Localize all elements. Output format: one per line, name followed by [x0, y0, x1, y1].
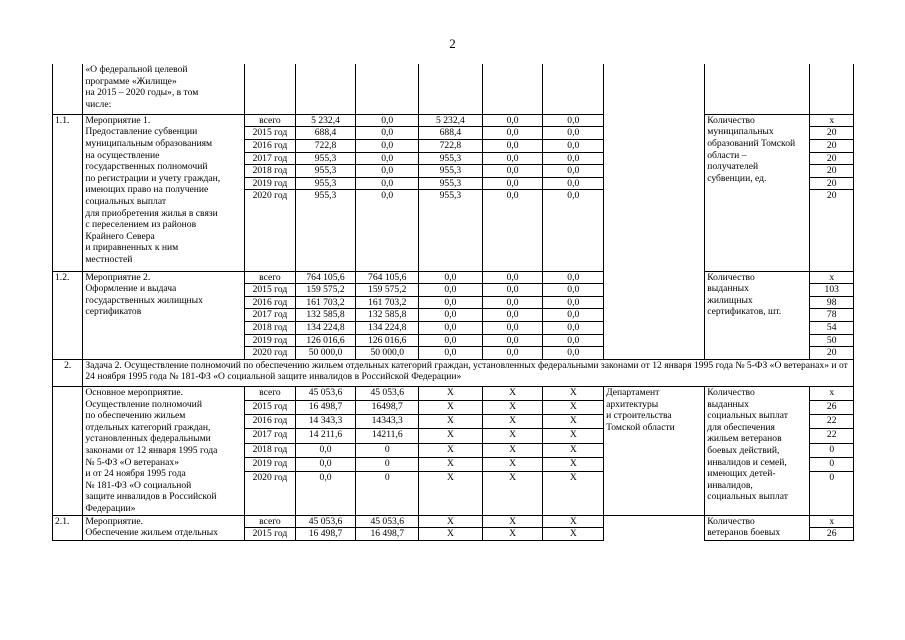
federal-cell: 45 053,6	[356, 386, 419, 400]
federal-cell: 0,0	[356, 127, 419, 140]
total-cell: 722,8	[295, 140, 356, 153]
local-cell: 0,0	[482, 309, 543, 322]
program-table	[52, 64, 854, 541]
federal-cell: 0,0	[356, 165, 419, 178]
year-cell: 2016 год	[245, 296, 296, 309]
regional-cell: 955,3	[419, 190, 483, 271]
local-cell: Х	[482, 415, 543, 429]
row-number-cell: 1.1.	[53, 114, 83, 271]
indicator-value-cell: 20	[810, 165, 854, 178]
local-cell: 0,0	[482, 322, 543, 335]
year-cell: 2017 год	[245, 152, 296, 165]
task-title-cell: Задача 2. Осуществление полномочий по обеспечению жильем отдельных категорий граждан, установленных федеральными законами от 12 января 1995 года № 5-ФЗ «О ветеранах» и от 24 ноября 1995 года № 181-ФЗ «О социальной защите инвалидов в Российской Федерации»	[83, 359, 854, 386]
year-cell: 2018 год	[245, 443, 296, 457]
empty-cell	[604, 64, 705, 114]
regional-cell: 5 232,4	[419, 114, 483, 127]
total-cell: 0,0	[295, 457, 356, 471]
regional-cell: 0,0	[419, 322, 483, 335]
empty-cell	[705, 64, 810, 114]
extrabudget-cell: Х	[543, 471, 604, 515]
total-cell: 159 575,2	[295, 284, 356, 297]
row-number-cell	[53, 64, 83, 114]
empty-cell	[295, 64, 356, 114]
event-title-cell: Мероприятие 1. Предоставление субвенции муниципальным образованиям на осуществление государственных полномочий по регистрации и учету граждан, имеющих право на получение социальных выплат для приобретения жилья в связи с переселением из районов Крайнего Севера и приравненных к ним местностей	[83, 114, 245, 271]
regional-cell: 0,0	[419, 271, 483, 284]
indicator-value-cell: 26	[810, 528, 854, 541]
year-cell: 2015 год	[245, 127, 296, 140]
indicator-value-cell: 22	[810, 415, 854, 429]
extrabudget-cell: 0,0	[543, 114, 604, 127]
local-cell: 0,0	[482, 190, 543, 271]
regional-cell: Х	[419, 415, 483, 429]
local-cell: Х	[482, 429, 543, 443]
total-cell: 955,3	[295, 165, 356, 178]
row-number-cell: 2.1.	[53, 515, 83, 540]
federal-cell: 159 575,2	[356, 284, 419, 297]
indicator-value-cell: 50	[810, 334, 854, 347]
extrabudget-cell: Х	[543, 415, 604, 429]
federal-cell: 134 224,8	[356, 322, 419, 335]
federal-cell: 45 053,6	[356, 515, 419, 528]
regional-cell: 0,0	[419, 334, 483, 347]
table-row	[53, 359, 854, 386]
table-row	[53, 114, 854, 127]
extrabudget-cell: 0,0	[543, 190, 604, 271]
table-row	[53, 386, 854, 400]
total-cell: 16 498,7	[295, 401, 356, 415]
total-cell: 955,3	[295, 177, 356, 190]
total-cell: 955,3	[295, 190, 356, 271]
local-cell: Х	[482, 457, 543, 471]
indicator-cell: Количество ветеранов боевых	[705, 515, 810, 540]
year-cell: 2017 год	[245, 429, 296, 443]
extrabudget-cell: 0,0	[543, 177, 604, 190]
executor-cell: Департамент архитектуры и строительства Томской области	[604, 386, 705, 515]
local-cell: 0,0	[482, 114, 543, 127]
extrabudget-cell: 0,0	[543, 140, 604, 153]
table-row	[53, 515, 854, 528]
year-cell: всего	[245, 515, 296, 528]
federal-cell: 14343,3	[356, 415, 419, 429]
extrabudget-cell: 0,0	[543, 347, 604, 360]
page-number: 2	[449, 36, 456, 51]
local-cell: Х	[482, 443, 543, 457]
federal-cell: 0,0	[356, 140, 419, 153]
extrabudget-cell: 0,0	[543, 309, 604, 322]
year-cell: 2016 год	[245, 140, 296, 153]
local-cell: 0,0	[482, 165, 543, 178]
row-number-cell: 1.2.	[53, 271, 83, 359]
year-cell: 2017 год	[245, 309, 296, 322]
empty-cell	[245, 64, 296, 114]
indicator-value-cell: 54	[810, 322, 854, 335]
regional-cell: Х	[419, 429, 483, 443]
executor-cell	[604, 515, 705, 540]
empty-cell	[419, 64, 483, 114]
table-row	[53, 64, 854, 114]
federal-cell: 0	[356, 471, 419, 515]
extrabudget-cell: Х	[543, 515, 604, 528]
indicator-value-cell: 20	[810, 127, 854, 140]
event-title-cell: Мероприятие 2. Оформление и выдача государственных жилищных сертификатов	[83, 271, 245, 359]
regional-cell: Х	[419, 471, 483, 515]
year-cell: 2018 год	[245, 165, 296, 178]
indicator-value-cell: 0	[810, 443, 854, 457]
total-cell: 688,4	[295, 127, 356, 140]
year-cell: 2019 год	[245, 457, 296, 471]
regional-cell: 688,4	[419, 127, 483, 140]
year-cell: 2019 год	[245, 334, 296, 347]
indicator-value-cell: 20	[810, 190, 854, 271]
total-cell: 132 585,8	[295, 309, 356, 322]
event-title-cell: «О федеральной целевой программе «Жилище» на 2015 – 2020 годы», в том числе:	[83, 64, 245, 114]
local-cell: 0,0	[482, 152, 543, 165]
total-cell: 764 105,6	[295, 271, 356, 284]
total-cell: 16 498,7	[295, 528, 356, 541]
federal-cell: 126 016,6	[356, 334, 419, 347]
year-cell: 2018 год	[245, 322, 296, 335]
regional-cell: 955,3	[419, 177, 483, 190]
indicator-cell: Количество выданных социальных выплат для обеспечения жильем ветеранов боевых действий, инвалидов и семей, имеющих детей- инвалидов, социальных выплат	[705, 386, 810, 515]
indicator-cell: Количество выданных жилищных сертификатов, шт.	[705, 271, 810, 359]
extrabudget-cell: 0,0	[543, 322, 604, 335]
indicator-value-cell: 98	[810, 296, 854, 309]
regional-cell: Х	[419, 457, 483, 471]
event-title-cell: Основное мероприятие. Осуществление полномочий по обеспечению жильем отдельных категорий граждан, установленных федеральными законами от 12 января 1995 года № 5-ФЗ «О ветеранах» и от 24 ноября 1995 года № 181-ФЗ «О социальной защите инвалидов в Российской Федерации»	[83, 386, 245, 515]
year-cell: 2015 год	[245, 528, 296, 541]
local-cell: Х	[482, 528, 543, 541]
event-title-cell: Мероприятие. Обеспечение жильем отдельных	[83, 515, 245, 540]
extrabudget-cell: Х	[543, 401, 604, 415]
indicator-value-cell: х	[810, 271, 854, 284]
local-cell: Х	[482, 401, 543, 415]
year-cell: 2020 год	[245, 347, 296, 360]
regional-cell: Х	[419, 401, 483, 415]
regional-cell: Х	[419, 386, 483, 400]
row-number-cell	[53, 386, 83, 515]
local-cell: 0,0	[482, 334, 543, 347]
regional-cell: 0,0	[419, 309, 483, 322]
regional-cell: 955,3	[419, 165, 483, 178]
year-cell: всего	[245, 271, 296, 284]
indicator-value-cell: 26	[810, 401, 854, 415]
local-cell: Х	[482, 515, 543, 528]
regional-cell: 0,0	[419, 284, 483, 297]
regional-cell: 0,0	[419, 347, 483, 360]
federal-cell: 132 585,8	[356, 309, 419, 322]
extrabudget-cell: Х	[543, 386, 604, 400]
extrabudget-cell: Х	[543, 429, 604, 443]
row-number-cell: 2.	[53, 359, 83, 386]
total-cell: 0,0	[295, 443, 356, 457]
total-cell: 50 000,0	[295, 347, 356, 360]
total-cell: 14 211,6	[295, 429, 356, 443]
federal-cell: 50 000,0	[356, 347, 419, 360]
indicator-cell: Количество муниципальных образований Томской области – получателей субвенции, ед.	[705, 114, 810, 271]
local-cell: 0,0	[482, 284, 543, 297]
empty-cell	[482, 64, 543, 114]
indicator-value-cell: 20	[810, 347, 854, 360]
total-cell: 126 016,6	[295, 334, 356, 347]
regional-cell: 955,3	[419, 152, 483, 165]
year-cell: 2019 год	[245, 177, 296, 190]
indicator-value-cell: 20	[810, 140, 854, 153]
executor-cell	[604, 271, 705, 359]
year-cell: 2020 год	[245, 190, 296, 271]
federal-cell: 764 105,6	[356, 271, 419, 284]
federal-cell: 0,0	[356, 190, 419, 271]
extrabudget-cell: Х	[543, 528, 604, 541]
empty-cell	[543, 64, 604, 114]
total-cell: 45 053,6	[295, 515, 356, 528]
extrabudget-cell: 0,0	[543, 334, 604, 347]
regional-cell: Х	[419, 443, 483, 457]
table-row	[53, 271, 854, 284]
total-cell: 5 232,4	[295, 114, 356, 127]
year-cell: 2015 год	[245, 401, 296, 415]
year-cell: 2020 год	[245, 471, 296, 515]
indicator-value-cell: 20	[810, 177, 854, 190]
extrabudget-cell: Х	[543, 457, 604, 471]
local-cell: 0,0	[482, 271, 543, 284]
federal-cell: 16 498,7	[356, 528, 419, 541]
federal-cell: 16498,7	[356, 401, 419, 415]
extrabudget-cell: 0,0	[543, 284, 604, 297]
total-cell: 955,3	[295, 152, 356, 165]
empty-cell	[810, 64, 854, 114]
local-cell: 0,0	[482, 177, 543, 190]
extrabudget-cell: 0,0	[543, 296, 604, 309]
indicator-value-cell: 103	[810, 284, 854, 297]
extrabudget-cell: 0,0	[543, 152, 604, 165]
indicator-value-cell: 0	[810, 457, 854, 471]
indicator-value-cell: х	[810, 386, 854, 400]
indicator-value-cell: 20	[810, 152, 854, 165]
local-cell: 0,0	[482, 140, 543, 153]
total-cell: 0,0	[295, 471, 356, 515]
indicator-value-cell: х	[810, 114, 854, 127]
local-cell: 0,0	[482, 296, 543, 309]
regional-cell: Х	[419, 515, 483, 528]
federal-cell: 161 703,2	[356, 296, 419, 309]
empty-cell	[356, 64, 419, 114]
year-cell: 2016 год	[245, 415, 296, 429]
federal-cell: 0	[356, 443, 419, 457]
total-cell: 134 224,8	[295, 322, 356, 335]
regional-cell: Х	[419, 528, 483, 541]
extrabudget-cell: 0,0	[543, 127, 604, 140]
total-cell: 161 703,2	[295, 296, 356, 309]
indicator-value-cell: 22	[810, 429, 854, 443]
local-cell: 0,0	[482, 347, 543, 360]
year-cell: всего	[245, 114, 296, 127]
federal-cell: 0,0	[356, 177, 419, 190]
local-cell: Х	[482, 471, 543, 515]
year-cell: 2015 год	[245, 284, 296, 297]
total-cell: 14 343,3	[295, 415, 356, 429]
federal-cell: 0,0	[356, 114, 419, 127]
regional-cell: 0,0	[419, 296, 483, 309]
extrabudget-cell: Х	[543, 443, 604, 457]
extrabudget-cell: 0,0	[543, 165, 604, 178]
federal-cell: 0	[356, 457, 419, 471]
extrabudget-cell: 0,0	[543, 271, 604, 284]
total-cell: 45 053,6	[295, 386, 356, 400]
federal-cell: 14211,6	[356, 429, 419, 443]
regional-cell: 722,8	[419, 140, 483, 153]
indicator-value-cell: 78	[810, 309, 854, 322]
indicator-value-cell: х	[810, 515, 854, 528]
federal-cell: 0,0	[356, 152, 419, 165]
indicator-value-cell: 0	[810, 471, 854, 515]
local-cell: 0,0	[482, 127, 543, 140]
executor-cell	[604, 114, 705, 271]
local-cell: Х	[482, 386, 543, 400]
year-cell: всего	[245, 386, 296, 400]
